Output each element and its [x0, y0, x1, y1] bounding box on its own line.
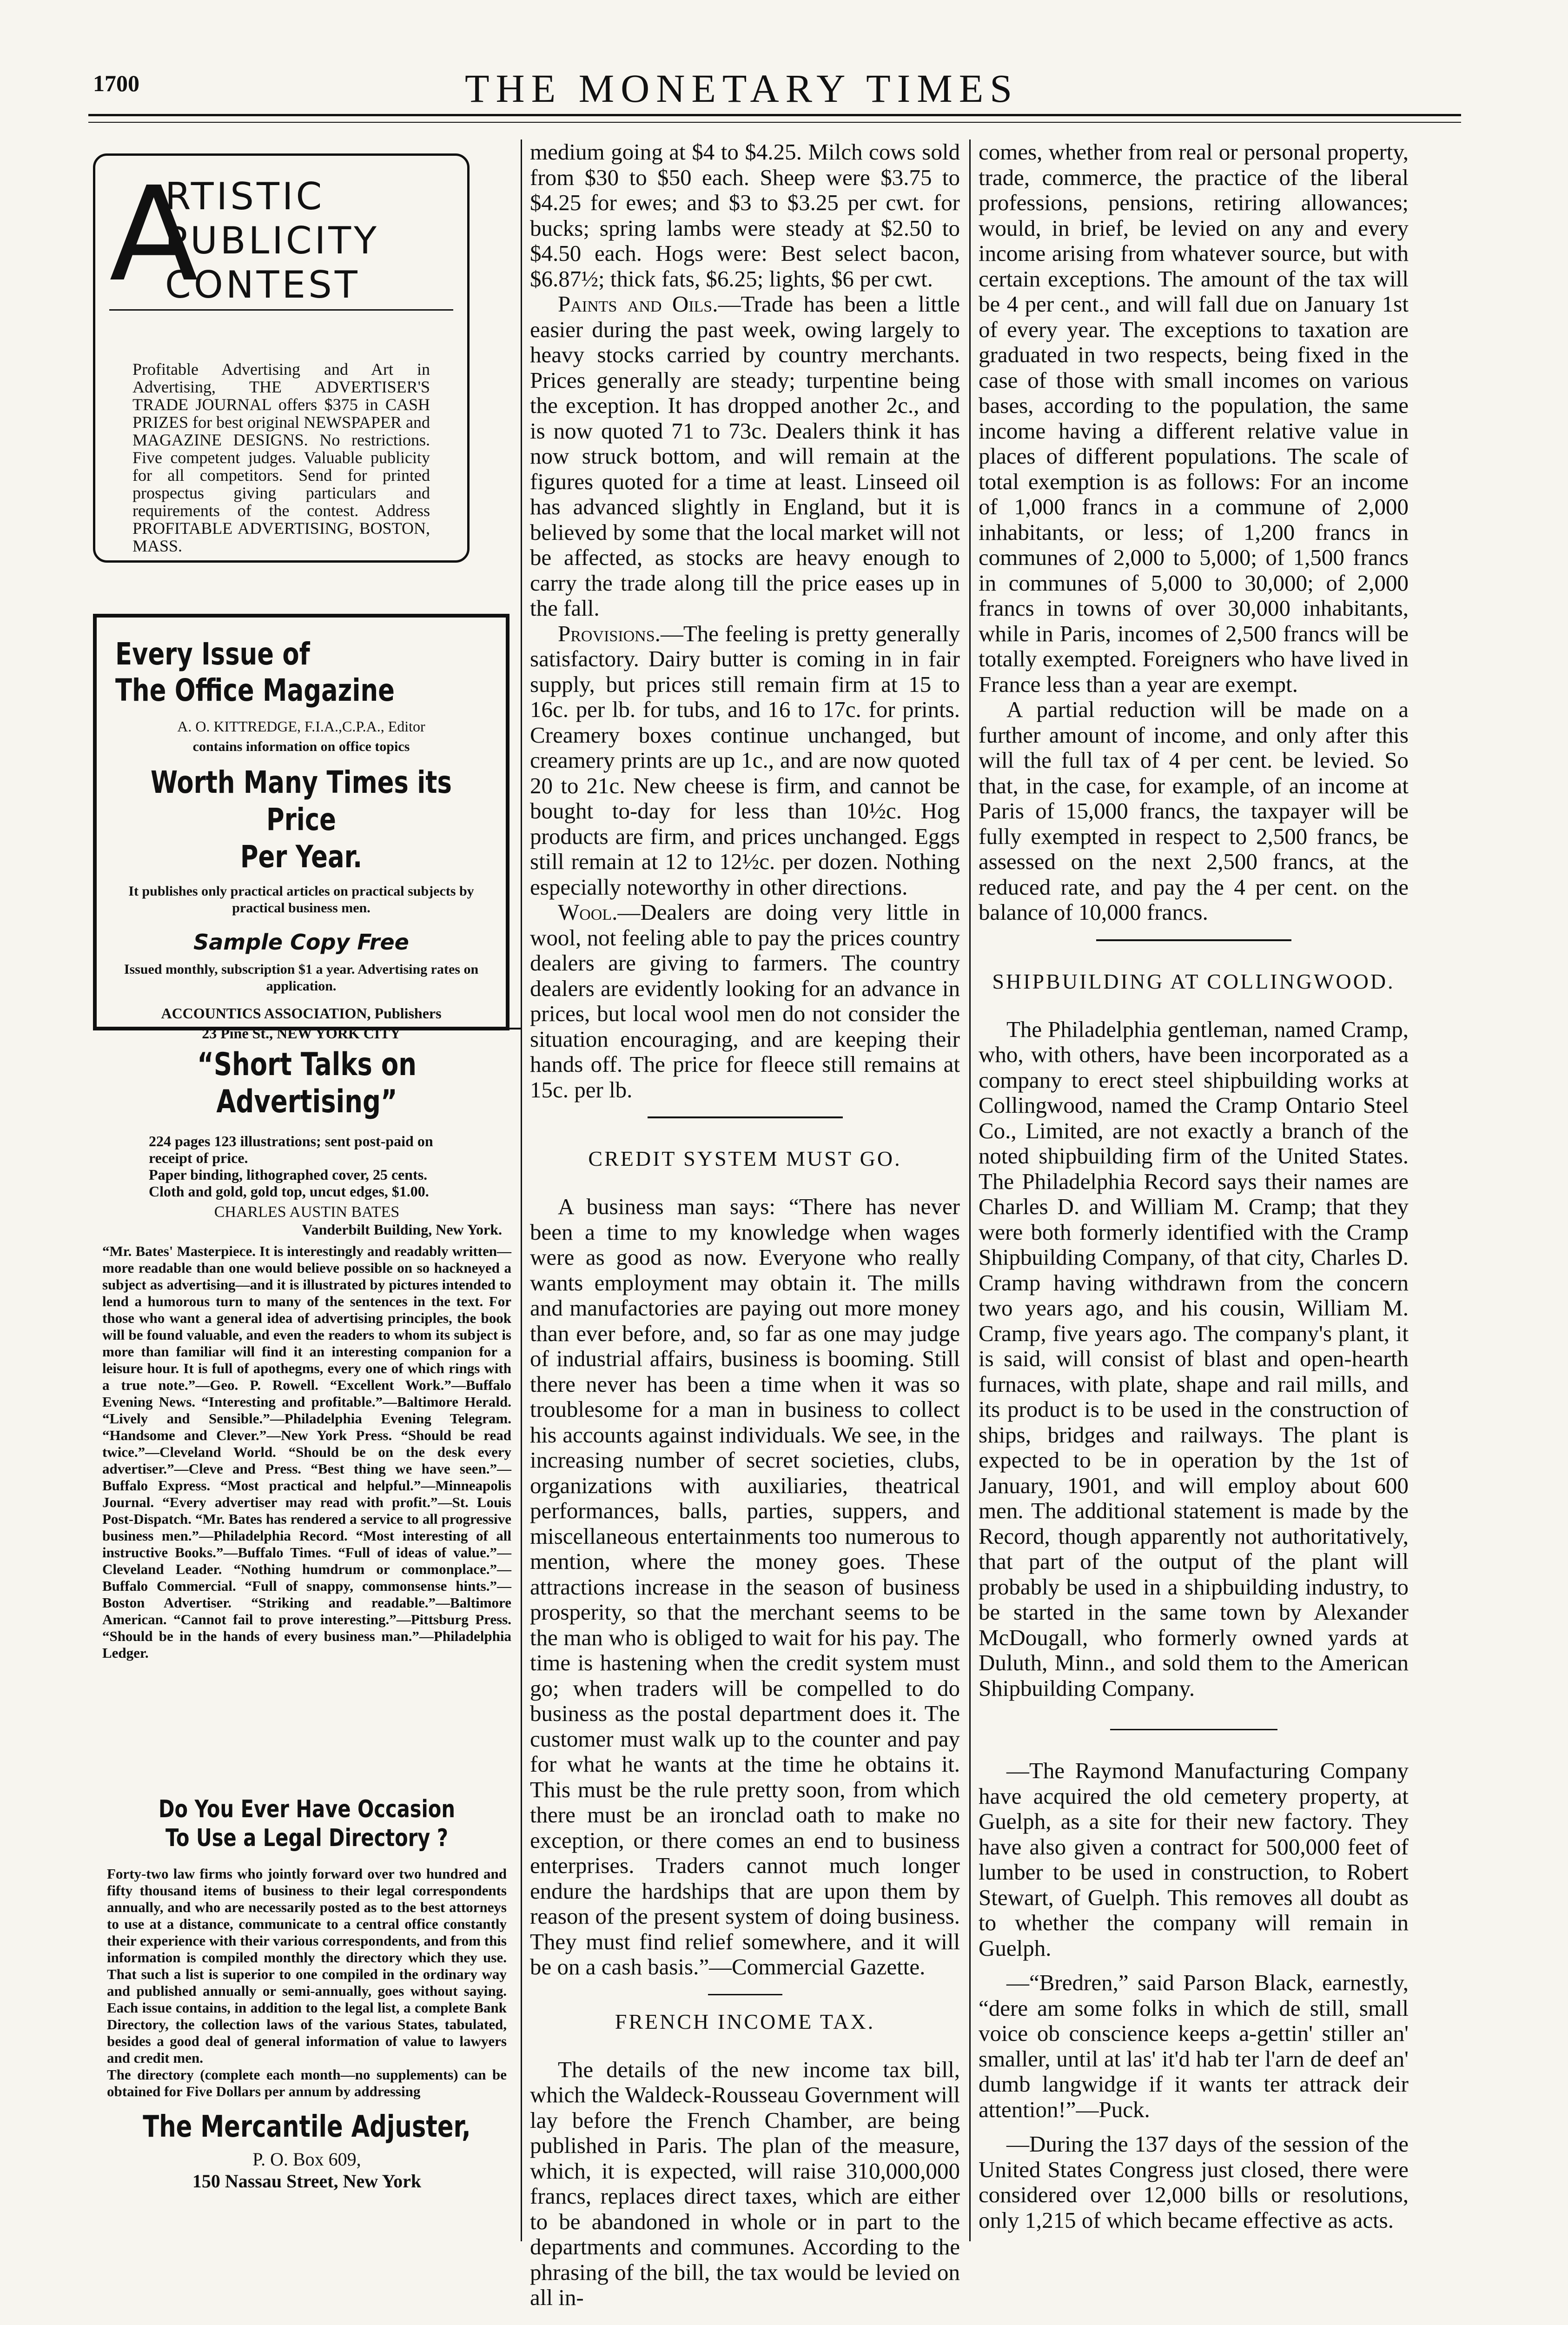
legal-title-2: To Use a Legal Directory ? — [165, 1824, 448, 1852]
short-talks-body: “Mr. Bates' Masterpiece. It is interestingly and readably written—more readable than one would believe possible on so hackneyed a subject as advertising—and it is illustrated by pictures intended to lend a humorous turn to many of the sentences in the text. For those who want a general idea of advertising principles, the book will be found valuable, and even the readers to whom its subject is more than familiar will find it an interesting companion for a leisure hour. It is full of apothegms, every one of which rings with a true note.”—Geo. P. Rowell. “Excellent Work.”—Buffalo Evening News. “Interesting and profitable.”—Baltimore Herald. “Lively and Sensible.”—Philadelphia Evening Telegram. “Handsome and Clever.”—New York Press. “Should be read twice.”—Cleveland World. “Should be on the desk every advertiser.”—Cleve and Press. “Best thing we have seen.”—Buffalo Express. “Most practical and helpful.”—Minneapolis Journal. “Every advertiser may read with profit.”—St. Louis Post-Dispatch. “Mr. Bates has rendered a service to all progressive business men.”—Philadelphia Record. “Most interesting of all instructive Books.”—Buffalo Times. “Full of ideas of value.”—Cleveland Leader. “Nothing humdrum or commonplace.”—Buffalo Commercial. “Full of snappy, commonsense hints.”—Boston Advertiser. “Striking and readable.”—Baltimore American. “Cannot fail to prove interesting.”—Pittsburg Press. “Should be in the hands of every business man.”—Philadelphia Ledger. — [102, 1243, 511, 1661]
paints-paragraph — [530, 292, 960, 621]
office-magazine-ad — [93, 614, 509, 1042]
legal-box: P. O. Box 609, — [252, 2149, 361, 2170]
short-talks-author: CHARLES AUSTIN BATES — [214, 1203, 400, 1221]
french-continued: comes, whether from real or personal property, trade, commerce, the practice of the liberal professions, pensions, retiring allowances; would, in brief, be levied on any and every income arising from whatever source, but with certain exceptions. The amount of the tax will be 4 per cent., and will fall due on January 1st of every year. The exceptions to taxation are graduated in two respects, being fixed in the case of those with small incomes on various bases, according to the population, the same income having a different relative value in places of different populations. The scale of total exemption is as follows: For an income of 1,000 francs in a commune of 2,000 inhabitants, or less; of 1,200 francs in communes of 2,000 to 5,000; of 1,500 francs in communes of 5,000 to 30,000; of 2,000 francs in towns of over 30,000 inhabitants, while in Paris, incomes of 2,500 francs will be totally exempted. Foreigners who have lived in France less than a year are exempt. — [979, 139, 1409, 697]
provisions-text: —The feeling is pretty generally satisfactory. Dairy butter is coming in in fair supply, but prices still remain firm at 15 to 16c. per lb. for tubs, and 16 to 17c. for prints. Creamery boxes continue unchanged, but creamery prints are up 1c., and are now quoted 20 to 21c. New cheese is firm, and cannot be bought to-day for less than 10½c. Hog products are firm, and prices unchanged. Eggs still remain at 12 to 12½c. per dozen. Nothing especially noteworthy in other directions. — [530, 620, 960, 900]
short-talks-ad — [93, 1046, 521, 1661]
artistic-title — [109, 159, 463, 311]
header-rule-thin — [88, 122, 1461, 123]
office-line1: Every Issue of — [115, 636, 310, 672]
raymond-paragraph: —The Raymond Manufacturing Company have acquired the old cemetery property, at Guelph, as a site for their new factory. They have also given a contract for 500,000 feet of lumber to be used in construction, to Robert Stewart, of Guelph. This removes all doubt as to whether the company will remain in Guelph. — [979, 1758, 1409, 1961]
credit-paragraph: A business man says: “There has never been a time to my knowledge when wages were as good as now. Everyone who really wants employment may obtain it. The mills and manufactories are paying out more money than ever before, and, so far as one may judge of industrial affairs, business is booming. Still there never has been a time when it was so troublesome for a man in business to collect his accounts against individuals. We see, in the increasing number of secret societies, clubs, organizations with auxiliaries, theatrical performances, balls, parties, suppers, and miscellaneous entertainments too numerous to mention, where the money goes. These attractions increase in the season of business prosperity, so that the merchant seems to be the man who is obliged to wait for his pay. The time is hastening when the credit system must go; when traders will be compelled to do business as the postal department does it. The customer must walk up to the counter and pay for what he wants at the time he obtains it. This must be the rule pretty soon, from which there must be an ironclad oath to make no exception, or there comes an end to business enterprises. Traders cannot much longer endure the hardships that are upon them by reason of the present system of doing business. They must find relief somewhere, and it will be on a cash basis.”—Commercial Gazette. — [530, 1194, 960, 1980]
legal-body-2: The directory (complete each month—no supplements) can be obtained for Five Dollars per annum by addressing — [107, 2066, 507, 2099]
office-sample: Sample Copy Free — [193, 930, 409, 955]
column-divider — [969, 140, 971, 2241]
legal-body: Forty-two law firms who jointly forward over two hundred and fifty thousand items of business to their legal correspondents annually, and who are necessarily posted as to the best attorneys to use at a distance, communicate to a central office constantly their experience with their various correspondents, and from this information is compiled monthly the directory which they use. That such a list is superior to one compiled in the ordinary way and published annually or semi-annually, goes without saying. Each issue contains, in addition to the legal list, a complete Bank Directory, the collection laws of the various States, tabulated, besides a good deal of general information of value to lawyers and credit men. — [107, 1866, 507, 2066]
paints-text: —Trade has been a little easier during the past week, owing largely to heavy stocks carried by country merchants. Prices generally are steady; turpentine being the exception. It has dropped another 2c., and is now quoted 71 to 73c. Dealers think it has now struck bottom, and will remain at the figures quoted for a time at least. Linseed oil has advanced slightly in England, but it is believed by some that the local market will not be affected, as stocks are heavy enough to carry the trade along till the price eases up in the fall. — [530, 291, 960, 621]
paints-lead: Paints and Oils. — [558, 291, 718, 317]
provisions-paragraph — [530, 621, 960, 900]
page-number: 1700 — [93, 70, 139, 96]
section-rule — [708, 1994, 782, 1995]
office-per-year: Per Year. — [240, 839, 363, 875]
office-line2: The Office Magazine — [115, 672, 395, 708]
short-talks-details: 224 pages 123 illustrations; sent post-paid on receipt of price. — [149, 1133, 433, 1166]
section-rule — [1110, 1729, 1277, 1730]
column-3 — [979, 140, 1409, 2233]
artistic-rule — [109, 309, 453, 311]
legal-street: 150 Nassau Street, New York — [192, 2171, 422, 2192]
page-title: THE MONETARY TIMES — [465, 66, 1019, 111]
artistic-title-line: RTISTIC — [165, 175, 325, 218]
legal-title-1: Do You Ever Have Occasion — [159, 1795, 455, 1823]
artistic-publicity-ad — [93, 153, 470, 563]
artistic-title-line: CONTEST — [165, 263, 360, 306]
legal-directory-ad — [93, 1795, 521, 2192]
french-paragraph: The details of the new income tax bill, which the Waldeck-Rousseau Government will lay before the French Chamber, are being published in Paris. The plan of the measure, which, it is expected, will raise 310,000,000 francs, replaces direct taxes, which are either to be abandoned in whole or in part to the departments and communes. According to the phrasing of the bill, the tax would be levied on all in- — [530, 2056, 960, 2310]
congress-paragraph: —During the 137 days of the session of the United States Congress just closed, there were considered over 12,000 bills or resolutions, only 1,215 of which became effective as acts. — [979, 2131, 1409, 2233]
credit-heading: CREDIT SYSTEM MUST GO. — [588, 1147, 902, 1170]
office-issued: Issued monthly, subscription $1 a year. Advertising rates on application. — [124, 962, 479, 994]
legal-name: The Mercantile Adjuster, — [143, 2110, 471, 2144]
short-talks-title: “Short Talks on Advertising” — [197, 1046, 417, 1120]
office-worth: Worth Many Times its Price — [151, 764, 452, 837]
wool-paragraph — [530, 900, 960, 1103]
short-talks-building: Vanderbilt Building, New York. — [302, 1221, 502, 1238]
short-talks-binding: Paper binding, lithographed cover, 25 cents. Cloth and gold, gold top, uncut edges, $1.00. — [149, 1166, 429, 1200]
office-editor: A. O. KITTREDGE, F.I.A.,C.P.A., Editor — [177, 718, 425, 735]
livestock-paragraph: medium going at $4 to $4.25. Milch cows sold from $30 to $50 each. Sheep were $3.75 to $4.25 for ewes; and $3 to $3.25 per cwt. for bucks; spring lambs were steady at $2.50 to $4.50 each. Hogs were: Best select bacon, $6.87½; thick fats, $6.25; lights, $6 per cwt. — [530, 139, 960, 292]
wool-text: —Dealers are doing very little in wool, not feeling able to pay the prices country dealers are giving to farmers. The country dealers are evidently looking for an advance in prices, but local wool men do not consider the situation encouraging, and are keeping their hands off. The price for fleece still remains at 15c. per lb. — [530, 899, 960, 1103]
section-rule — [648, 1116, 843, 1118]
office-address: 23 Pine St., NEW YORK CITY — [202, 1025, 401, 1042]
artistic-body: Profitable Advertising and Art in Advertising, THE ADVERTISER'S TRADE JOURNAL offers $375 in CASH PRIZES for best original NEWSPAPER and MAGAZINE DESIGNS. No restrictions. Five competent judges. Valuable publicity for all competitors. Send for printed prospectus giving particulars and requirements of the contest. Address PROFITABLE ADVERTISING, BOSTON, MASS. — [132, 360, 430, 555]
column-divider — [521, 140, 522, 2241]
ad-rule — [93, 1028, 521, 1030]
bredren-paragraph: —“Bredren,” said Parson Black, earnestly, “dere am some folks in which de still, small voice ob conscience keeps a-gettin' stiller an' smaller, until at las' it'd hab ter l'arn de deef an' dumb langwidge if it wants ter attrack deir attention!”—Puck. — [979, 1970, 1409, 2122]
shipbuilding-paragraph: The Philadelphia gentleman, named Cramp, who, with others, have been incorporated as a company to erect steel shipbuilding works at Collingwood, named the Cramp Ontario Steel Co., Limited, are not exactly a branch of the noted shipbuilding firm of the United States. The Philadelphia Record says their names are Charles D. and William M. Cramp; that they were both formerly identified with the Cramp Shipbuilding Company, of that city, Charles D. Cramp having withdrawn from the concern two years ago, and his cousin, William M. Cramp, five years ago. The company's plant, it is said, will consist of blast and open-hearth furnaces, with plate, shape and rail mills, and its product is to be used in the construction of ships, bridges and railways. The plant is expected to be in operation by the 1st of January, 1901, and will employ about 600 men. The additional statement is made by the Record, though apparently not authoritatively, that part of the output of the plant will probably be used in a shipbuilding industry, to be started in the same town by Alexander McDougall, who formerly owned yards at Duluth, Minn., and sold them to the American Shipbuilding Company. — [979, 1016, 1409, 1701]
office-contains: contains information on office topics — [192, 739, 410, 754]
wool-lead: Wool. — [558, 899, 618, 925]
header-rule — [88, 114, 1461, 116]
artistic-initial: A — [109, 159, 201, 311]
provisions-lead: Provisions. — [558, 620, 661, 646]
column-2 — [530, 140, 960, 2311]
shipbuilding-heading: SHIPBUILDING AT COLLINGWOOD. — [992, 969, 1395, 993]
office-publishes: It publishes only practical articles on practical subjects by practical business men. — [128, 884, 474, 916]
office-publisher: ACCOUNTICS ASSOCIATION, Publishers — [161, 1005, 442, 1022]
section-rule — [1096, 939, 1291, 941]
french-reduction: A partial reduction will be made on a further amount of income, and only after this will the full tax of 4 per cent. be levied. So that, in the case, for example, of an income at Paris of 15,000 francs, the taxpayer will be fully exempted in respect to 2,500 francs, be assessed on the next 2,500 francs, at the reduced rate, and pay the 4 per cent. on the balance of 10,000 francs. — [979, 697, 1409, 925]
artistic-title-line: PUBLICITY — [165, 219, 380, 262]
french-heading: FRENCH INCOME TAX. — [615, 2009, 875, 2033]
